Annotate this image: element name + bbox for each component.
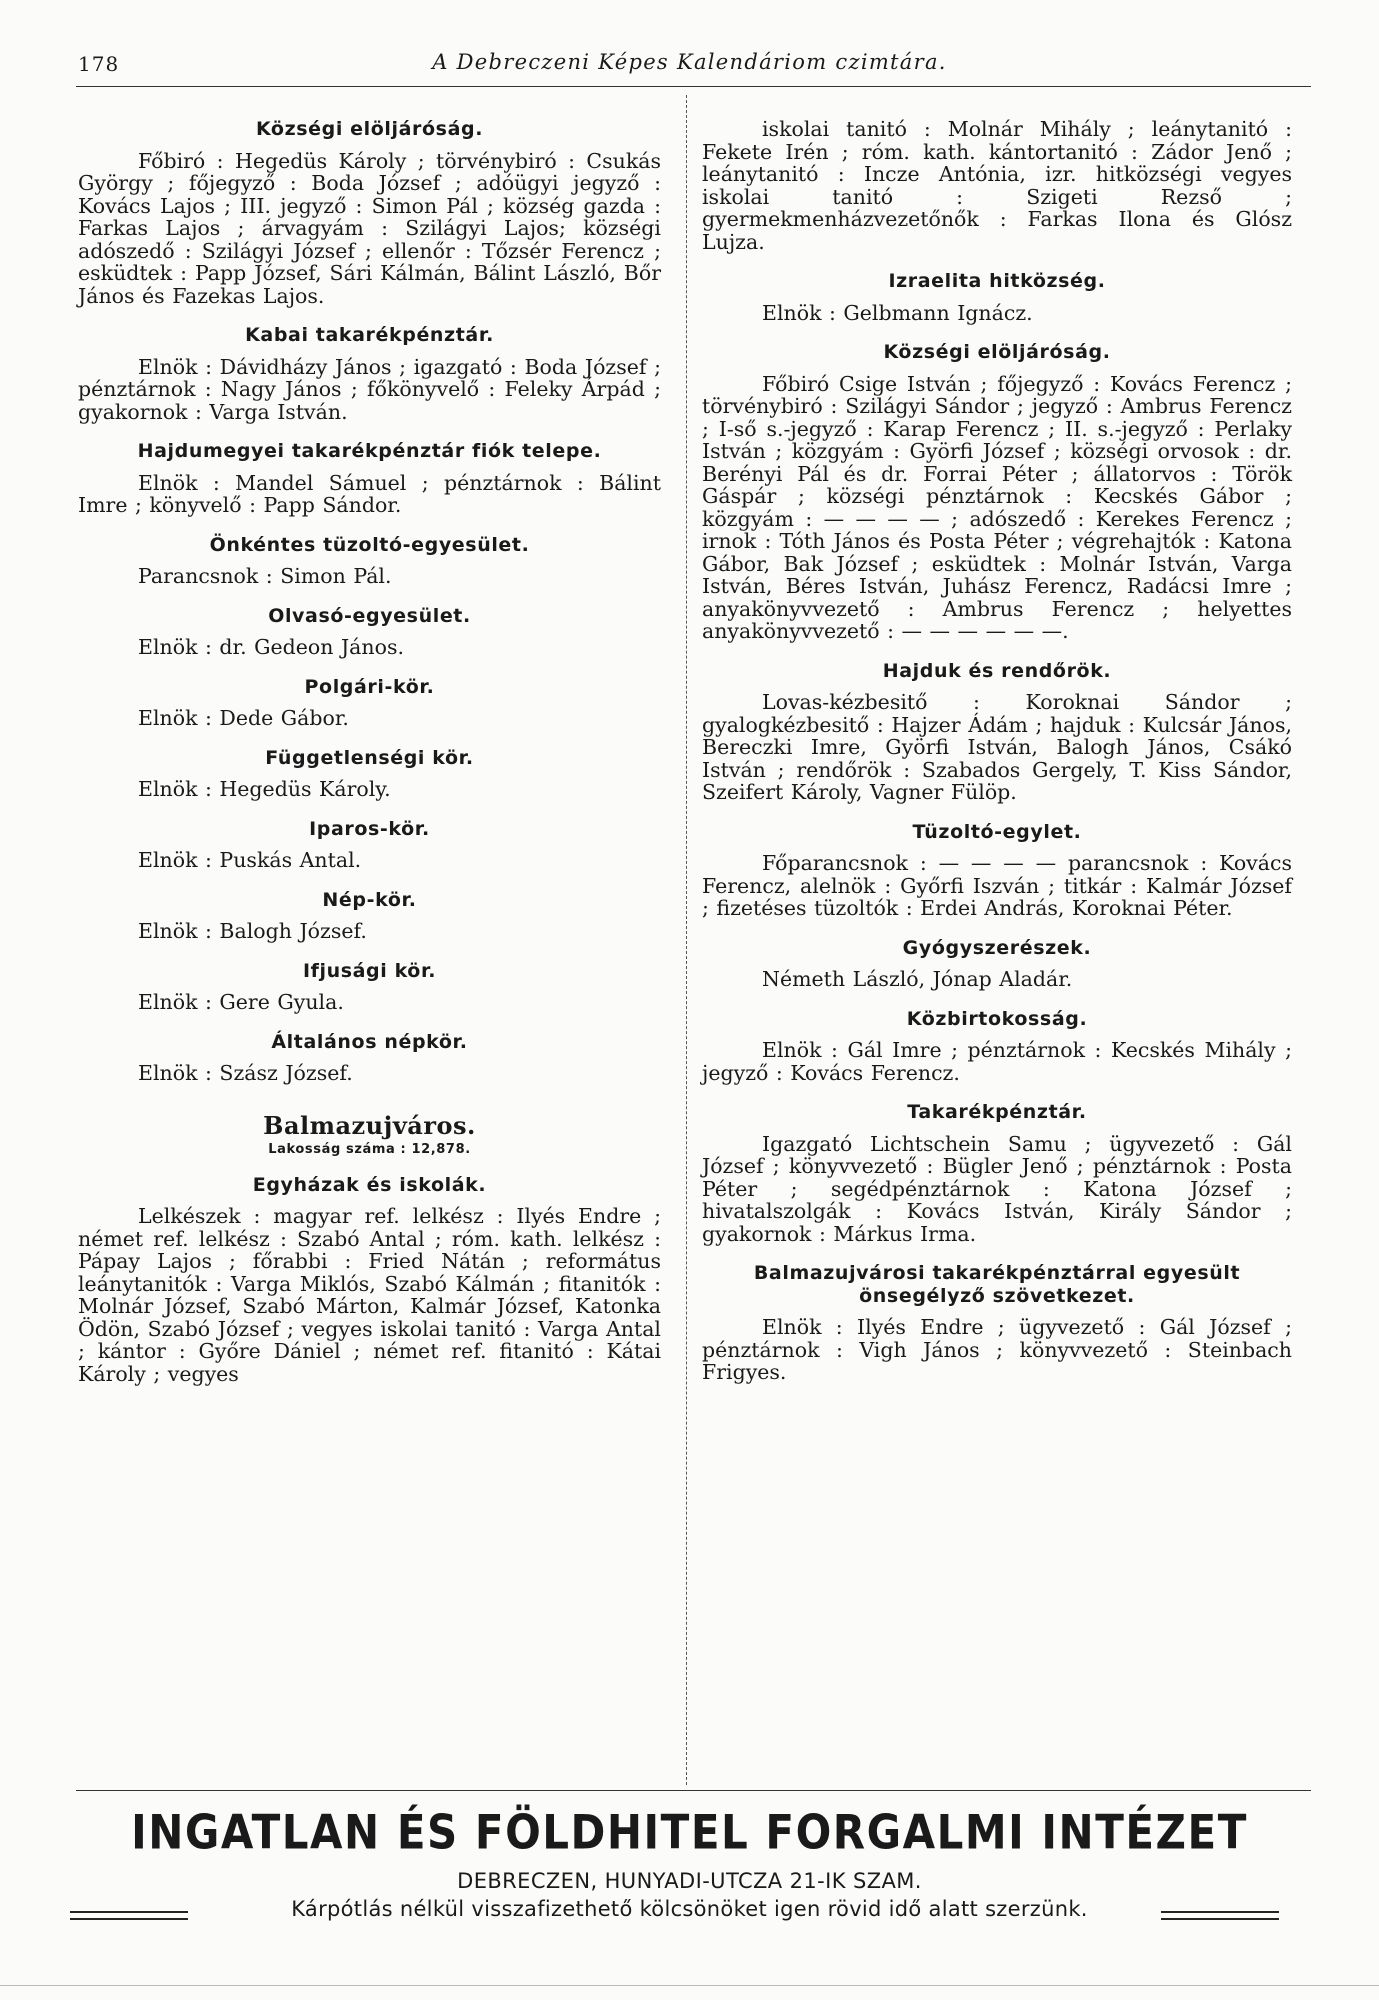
- advertisement: [0, 1800, 1379, 1931]
- advertisement-title: INGATLAN ÉS FÖLDHITEL FORGALMI INTÉZET: [131, 1805, 1248, 1860]
- section-text: Igazgató Lichtschein Samu ; ügyvezető : Gál József ; könyvvezető : Bügler Jenő ; pénztárnok : Posta Péter ; segédpénztárnok : Katona József ; hivatalszolgák : Kovács István, Király Sándor ; gyakornok : Márkus Irma.: [702, 1131, 1292, 1246]
- section-text: Elnök : Hegedüs Károly.: [138, 777, 391, 801]
- town-population: Lakosság száma : 12,878.: [268, 1142, 471, 1157]
- section-text: Elnök : Gelbmann Ignácz.: [762, 300, 1033, 325]
- section-text: Elnök : Mandel Sámuel ; pénztárnok : Bálint Imre ; könyvelő : Papp Sándor.: [78, 470, 661, 517]
- section-text: Elnök : Szász József.: [138, 1061, 353, 1085]
- section-heading: Polgári-kör.: [304, 675, 435, 698]
- section-text: iskolai tanitó : Molnár Mihály ; leánytanitó : Fekete Irén ; róm. kath. kántortanitó : Zádor Jenő ; leánytanitó : Incze Antónia, izr. hitközségi vegyes iskolai tanitó : Szigeti Rezső ; gyermekmenházvezetőnők : Farkas Ilona és Glósz Lujza.: [702, 117, 1292, 254]
- section-text: Elnök : Balogh József.: [138, 919, 367, 943]
- section-heading: Községi elöljáróság.: [255, 118, 484, 140]
- section-heading: Tüzoltó-egylet.: [912, 820, 1082, 843]
- section-text: Lelkészek : magyar ref. lelkész : Ilyés Endre ; német ref. lelkész : Szabó Antal ; róm. kath. lelkész : Pápay Lajos ; főrabbi : Fried Nátán ; református leánytanitók : Varga Miklós, Szabó Kálmán ; fitanitók : Molnár József, Szabó Márton, Kalmár József, Katonka Ödön, Szabó József ; vegyes iskolai tanitó : Varga Antal ; kántor : Győre Dániel ; német ref. fitanitó : Kátai Károly ; vegyes: [78, 1204, 661, 1386]
- left-column: [78, 118, 661, 1385]
- page-bottom-rule: [0, 1985, 1379, 1986]
- section-heading: Ifjusági kör.: [302, 959, 437, 982]
- section-heading: Iparos-kör.: [309, 817, 430, 840]
- section-heading: Gyógyszerészek.: [902, 936, 1092, 959]
- section-text: Elnök : Dávidházy János ; igazgató : Boda József ; pénztárnok : Nagy János ; főkönyvelő : Feleky Árpád ; gyakornok : Varga István.: [78, 354, 661, 424]
- right-column: [702, 118, 1292, 1384]
- section-heading: Általános népkör.: [271, 1030, 468, 1053]
- page-number: 178: [78, 52, 120, 76]
- section-text: Főbiró : Hegedüs Károly ; törvénybiró : Csukás György ; főjegyző : Boda József ; adóügyi jegyző : Kovács Lajos ; III. jegyző : Simon Pál ; község gazda : Farkas Lajos ; árvagyám : Szilágyi Lajos; községi adószedő : Szilágyi József ; ellenőr : Tőzsér Ferencz ; esküdtek : Papp József, Sári Kálmán, Bálint László, Bőr János és Fazekas Lajos.: [78, 148, 661, 308]
- running-title: A Debreczeni Képes Kalendáriom czimtára.: [432, 50, 947, 74]
- advertisement-slogan-row: [0, 1897, 1379, 1931]
- section-heading: Függetlenségi kör.: [265, 746, 474, 769]
- section-heading: Közbirtokosság.: [906, 1007, 1088, 1030]
- section-text: Elnök : Gál Imre ; pénztárnok : Kecskés Mihály ; jegyző : Kovács Ferencz.: [702, 1038, 1292, 1085]
- header-rule: [76, 86, 1311, 87]
- section-heading: Balmazujvárosi takarékpénztárral egyesült önsegélyző szövetkezet.: [753, 1262, 1241, 1307]
- section-heading: Kabai takarékpénztár.: [245, 324, 494, 346]
- section-heading: Önkéntes tüzoltó-egyesület.: [209, 533, 530, 556]
- section-text: Főbiró Csige István ; főjegyző : Kovács Ferencz ; törvénybiró : Szilágyi Sándor ; jegyző : Ambrus Ferencz ; I-ső s.-jegyző : Karap Ferencz ; II. s.-jegyző : Perlaky István ; közgyám : Györfi József ; községi orvosok : dr. Berényi Pál és dr. Forrai Péter ; állatorvos : Török Gáspár ; községi pénztárnok : Kecskés Gábor ; közgyám : — — — — ; adószedő : Kerekes Ferencz ; irnok : Tóth János és Posta Péter ; végrehajtók : Katona Gábor, Bak József ; esküdtek : Molnár István, Varga István, Béres István, Juhász Ferencz, Radácsi Imre ; anyakönyvvezető : Ambrus Ferencz ; helyettes anyakönyvvezető : — — — — — —.: [702, 371, 1292, 643]
- double-rule-right: [1161, 1911, 1279, 1920]
- section-heading: Takarékpénztár.: [907, 1101, 1087, 1123]
- section-heading: Hajduk és rendőrök.: [882, 659, 1112, 682]
- section-text: Elnök : Ilyés Endre ; ügyvezető : Gál József ; pénztárnok : Vigh János ; könyvvezető : Steinbach Frigyes.: [702, 1315, 1292, 1384]
- section-text: Lovas-kézbesitő : Koroknai Sándor ; gyalogkézbesitő : Hajzer Ádám ; hajduk : Kulcsár János, Bereczki Imre, Györfi István, Balogh János, Csákó István ; rendőrök : Szabados Gergely, T. Kiss Sándor, Szeifert Károly, Vagner Fülöp.: [702, 690, 1292, 804]
- section-heading: Nép-kör.: [322, 888, 417, 911]
- advertisement-slogan: Kárpótlás nélkül visszafizethető kölcsönöket igen rövid idő alatt szerzünk.: [291, 1897, 1088, 1921]
- section-text: Elnök : dr. Gedeon János.: [138, 635, 404, 659]
- double-rule-left: [70, 1911, 188, 1920]
- column-divider: [686, 95, 687, 1785]
- section-text: Parancsnok : Simon Pál.: [138, 564, 392, 588]
- section-text: Elnök : Dede Gábor.: [138, 706, 349, 730]
- advertisement-top-rule: [76, 1790, 1311, 1791]
- section-text: Elnök : Puskás Antal.: [138, 848, 362, 872]
- section-heading: Olvasó-egyesület.: [268, 604, 471, 627]
- section-text: Főparancsnok : — — — — parancsnok : Kovács Ferencz, alelnök : Győrfi Iszván ; titkár : Kalmár József ; fizetéses tüzoltók : Erdei András, Koroknai Péter.: [702, 851, 1292, 920]
- section-text: Németh László, Jónap Aladár.: [762, 967, 1073, 991]
- section-text: Elnök : Gere Gyula.: [138, 990, 344, 1014]
- advertisement-address: DEBRECZEN, HUNYADI-UTCZA 21-IK SZAM.: [457, 1869, 922, 1893]
- town-name: Balmazujváros.: [263, 1110, 476, 1140]
- section-heading: Hajdumegyei takarékpénztár fiók telepe.: [137, 440, 602, 462]
- section-heading: Egyházak és iskolák.: [252, 1173, 487, 1196]
- section-heading: Községi elöljáróság.: [883, 341, 1111, 363]
- section-heading: Izraelita hitközség.: [888, 270, 1106, 292]
